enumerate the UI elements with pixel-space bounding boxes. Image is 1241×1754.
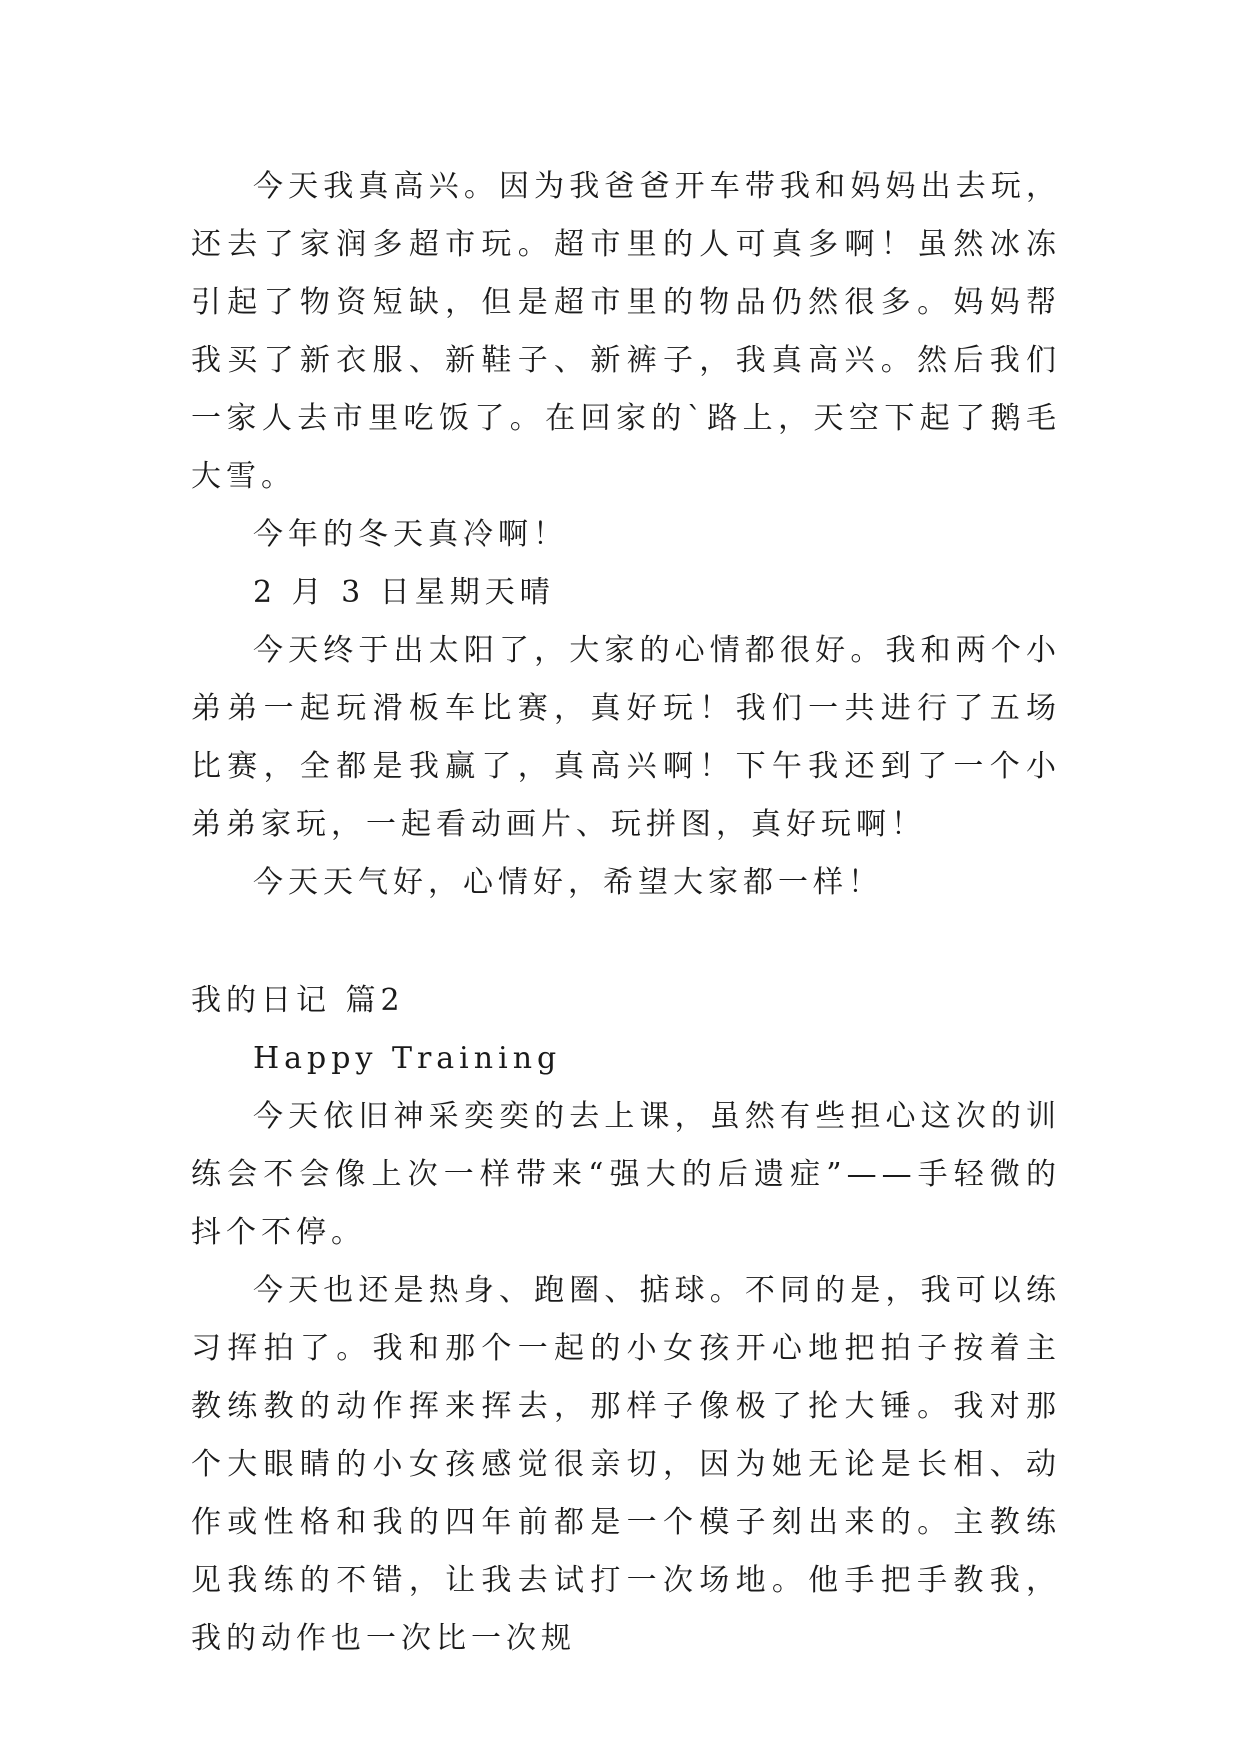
paragraph-training-details: 今天也还是热身、跑圈、掂球。不同的是，我可以练习挥拍了。我和那个一起的小女孩开心地把拍子按着主教练教的动作挥来挥去，那样子像极了抡大锤。我对那个大眼睛的小女孩感觉很亲切，因为她无论是长相、动作或性格和我的四年前都是一个模子刻出来的。主教练见我练的不错，让我去试打一次场地。他手把手教我，我的动作也一次比一次规 [191,1273,1061,1656]
section-subtitle: Happy Training [253,1041,562,1076]
section-title: 我的日记 篇2 [191,983,405,1018]
paragraph-shopping: 今天我真高兴。因为我爸爸开车带我和妈妈出去玩，还去了家润多超市玩。超市里的人可真多啊！虽然冰冻引起了物资短缺，但是超市里的物品仍然很多。妈妈帮我买了新衣服、新鞋子、新裤子，我真高兴。然后我们一家人去市里吃饭了。在回家的`路上，天空下起了鹅毛大雪。 [191,169,1061,494]
paragraph-good-weather: 今天天气好，心情好，希望大家都一样！ [253,865,883,900]
document-body [191,158,1061,1668]
paragraph-sunny-day: 今天终于出太阳了，大家的心情都很好。我和两个小弟弟一起玩滑板车比赛，真好玩！我们一共进行了五场比赛，全都是我赢了，真高兴啊！下午我还到了一个小弟弟家玩，一起看动画片、玩拼图，真好玩啊！ [191,633,1061,842]
section-gap [191,912,1061,972]
paragraph-training-intro: 今天依旧神采奕奕的去上课，虽然有些担心这次的训练会不会像上次一样带来“强大的后遗症”——手轻微的抖个不停。 [191,1099,1061,1250]
paragraph-date: 2 月 3 日星期天晴 [253,575,555,610]
paragraph-cold-winter: 今年的冬天真冷啊！ [253,517,568,552]
